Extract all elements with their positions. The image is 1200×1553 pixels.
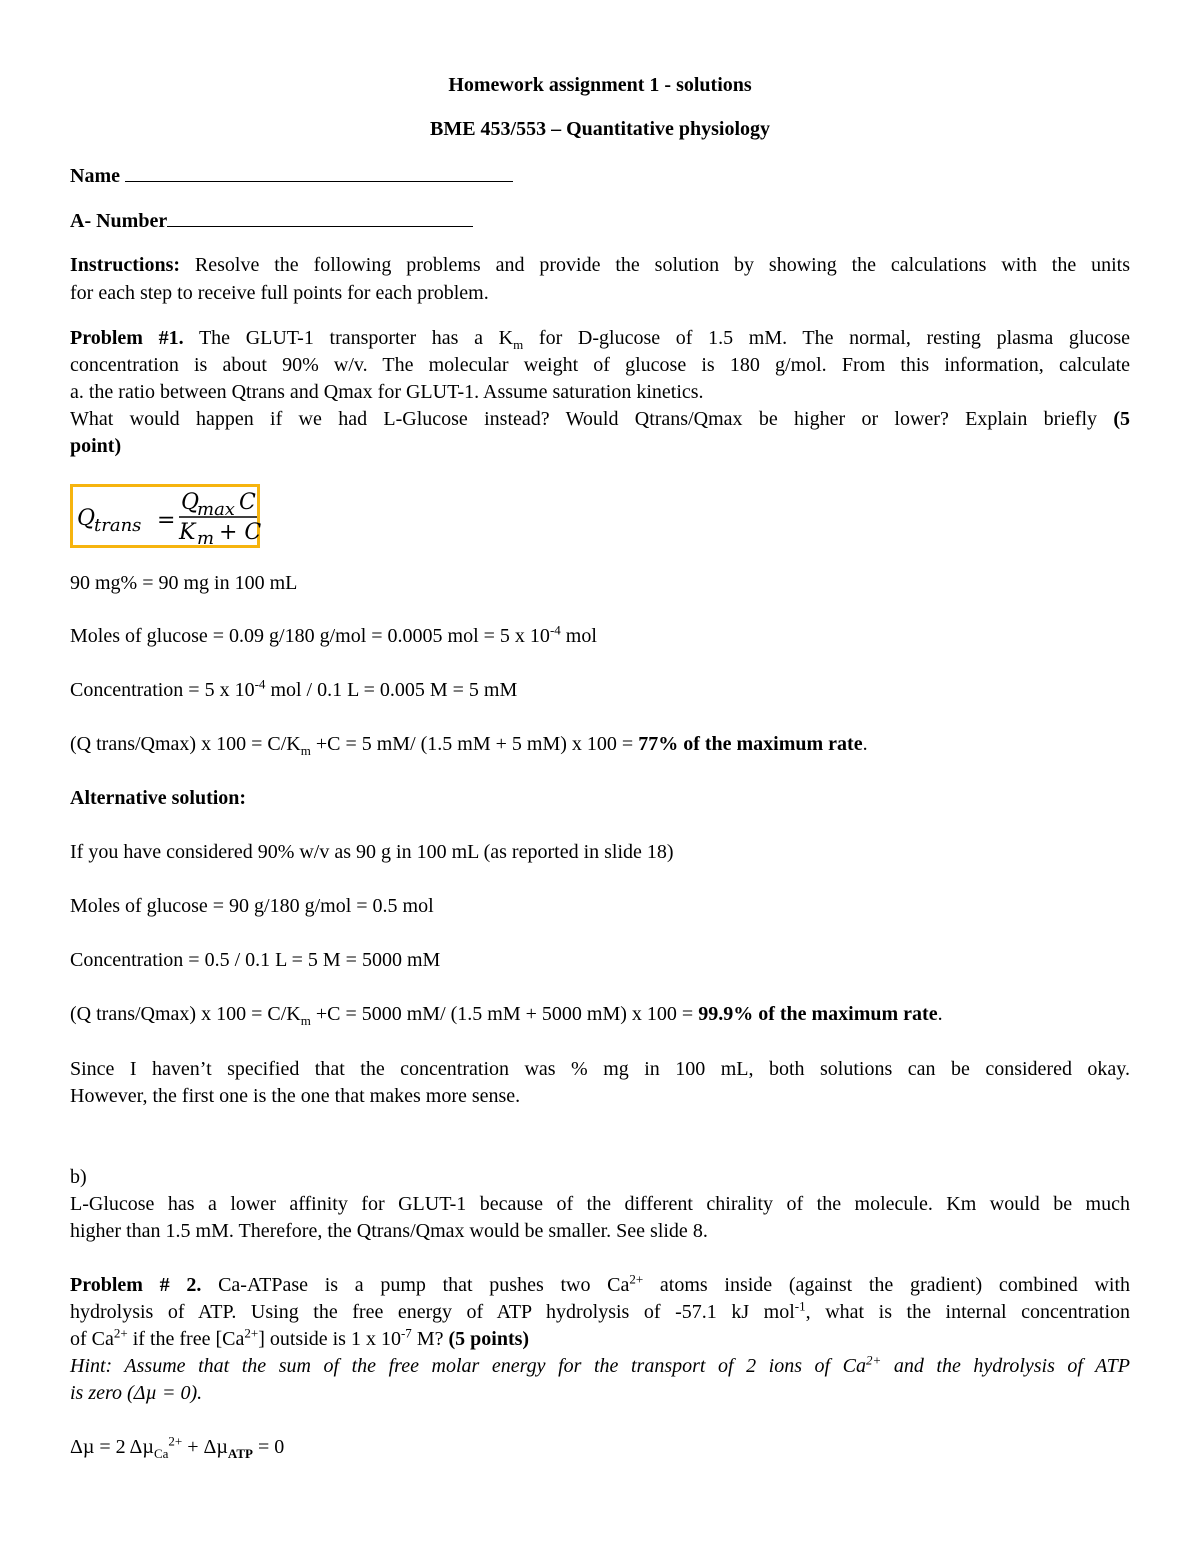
calc-line-1: 90 mg% = 90 mg in 100 mL <box>70 572 298 594</box>
hint-line-2: is zero (Δµ = 0). <box>70 1382 203 1404</box>
calc-line-4: (Q trans/Qmax) x $100 = C/K_m +C = 5$ mM/ (1.5 mM + 5 mM) x 100 = 77% of the maximum rate. <box>70 733 868 758</box>
formula-box <box>70 484 260 548</box>
calc-line-3: Concentration = 5 x $10^{-4}$ mol / 0.1 L = 0.005 M = 5 mM <box>70 676 518 701</box>
number-field <box>70 206 473 235</box>
problem1-line-1: Problem #1. The GLUT-1 transporter has a $K_m$ for D-glucose of 1.5 mM. The normal, resting plasma glucose <box>70 327 1131 352</box>
problem2-line-1: Problem # 2. Ca-ATPase is a pump that pushes two $Ca^{2+}$ atoms inside (against the gradient) combined with <box>70 1271 1131 1296</box>
problem1-line-4: What would happen if we had L-Glucose instead? Would Qtrans/Qmax be higher or lower? Explain briefly (5 <box>70 408 1130 430</box>
name-blank <box>125 161 513 182</box>
result-99: 99.9% of the maximum rate <box>698 1003 938 1025</box>
formula-denominator-tail: + C <box>219 520 262 545</box>
problem2-line-2: hydrolysis of ATP. Using the free energy of ATP hydrolysis of -57.1 kJ mol$^{-1}$, what is the internal concentration <box>70 1298 1131 1323</box>
calc-line-2: Moles of glucose = 0.09 g/180 g/mol = 0.0005 mol = 5 x $10^{-4}$ mol <box>70 622 597 647</box>
course-title: BME 453/553 – Quantitative physiology <box>429 118 771 140</box>
instructions-line-2: for each step to receive full points for each problem. <box>70 282 489 304</box>
note-line-2: However, the first one is the one that makes more sense. <box>70 1085 521 1107</box>
problem1-points: (5 <box>1113 408 1130 430</box>
formula-numerator: Q <box>181 490 200 515</box>
alt-line-3: Concentration = 0.5 / 0.1 L = 5 M = 5000 mM <box>70 949 441 971</box>
alternative-solution-heading: Alternative solution: <box>70 787 247 809</box>
name-field <box>70 161 513 190</box>
name-label: Name <box>70 165 120 187</box>
number-blank <box>167 206 473 227</box>
formula-lhs-sub: trans <box>94 515 142 536</box>
alt-line-1: If you have considered 90% w/v as 90 g in 100 mL (as reported in slide 18) <box>70 841 674 863</box>
instructions-line-1: Instructions: Resolve the following problems and provide the solution by showing the calculations with the units <box>70 254 1131 276</box>
part-b-line-1: L-Glucose has a lower affinity for GLUT-1 because of the different chirality of the molecule. Km would be much <box>70 1193 1130 1215</box>
problem1-line-2: concentration is about 90% w/v. The molecular weight of glucose is 180 g/mol. From this information, calculate <box>70 354 1130 376</box>
instructions-label: Instructions: <box>70 254 181 276</box>
free-energy-equation: Δµ = 2 Δµ$_{Ca}^{2+}$ + Δµ$_{ATP}$ = 0 <box>70 1433 285 1461</box>
problem1-label: Problem #1. <box>70 327 184 349</box>
formula-denominator-sub: m <box>197 528 215 549</box>
part-b-line-2: higher than 1.5 mM. Therefore, the Qtrans/Qmax would be smaller. See slide 8. <box>70 1220 708 1242</box>
problem1-points-cont: point) <box>70 435 122 457</box>
formula-equals: = <box>157 508 176 533</box>
alt-line-2: Moles of glucose = 90 g/180 g/mol = 0.5 mol <box>70 895 434 917</box>
formula-numerator-tail: C <box>239 490 256 515</box>
alt-line-4: (Q trans/Qmax) x $100 = C/K_m +C = 5000$ mM/ (1.5 mM + 5000 mM) x 100 = 99.9% of the maximum rate. <box>70 1003 943 1028</box>
problem2-line-3: of $Ca^{2+}$ if the free $[Ca^{2+}]$ outside is 1 x $10^{-7}$ M? (5 points) <box>70 1325 530 1350</box>
part-b-label: b) <box>70 1166 87 1188</box>
saturation-kinetics-formula <box>73 487 262 549</box>
formula-lhs: Q <box>77 506 96 531</box>
note-line-1: Since I haven’t specified that the concentration was % mg in 100 mL, both solutions can be considered okay. <box>70 1058 1130 1080</box>
problem2-label: Problem # 2. <box>70 1274 202 1296</box>
problem1-line-3: a. the ratio between Qtrans and Qmax for GLUT-1. Assume saturation kinetics. <box>70 381 704 403</box>
problem2-points: (5 points) <box>448 1328 530 1350</box>
formula-numerator-sub: max <box>197 499 235 520</box>
hint-line-1: Hint: Assume that the sum of the free molar energy for the transport of 2 ions of $Ca^{2+}$ and the hydrolysis of ATP <box>70 1352 1131 1377</box>
number-label: A- Number <box>70 210 168 232</box>
formula-denominator: K <box>179 520 196 545</box>
document-title: Homework assignment 1 - solutions <box>448 74 752 96</box>
result-77: 77% of the maximum rate <box>638 733 863 755</box>
